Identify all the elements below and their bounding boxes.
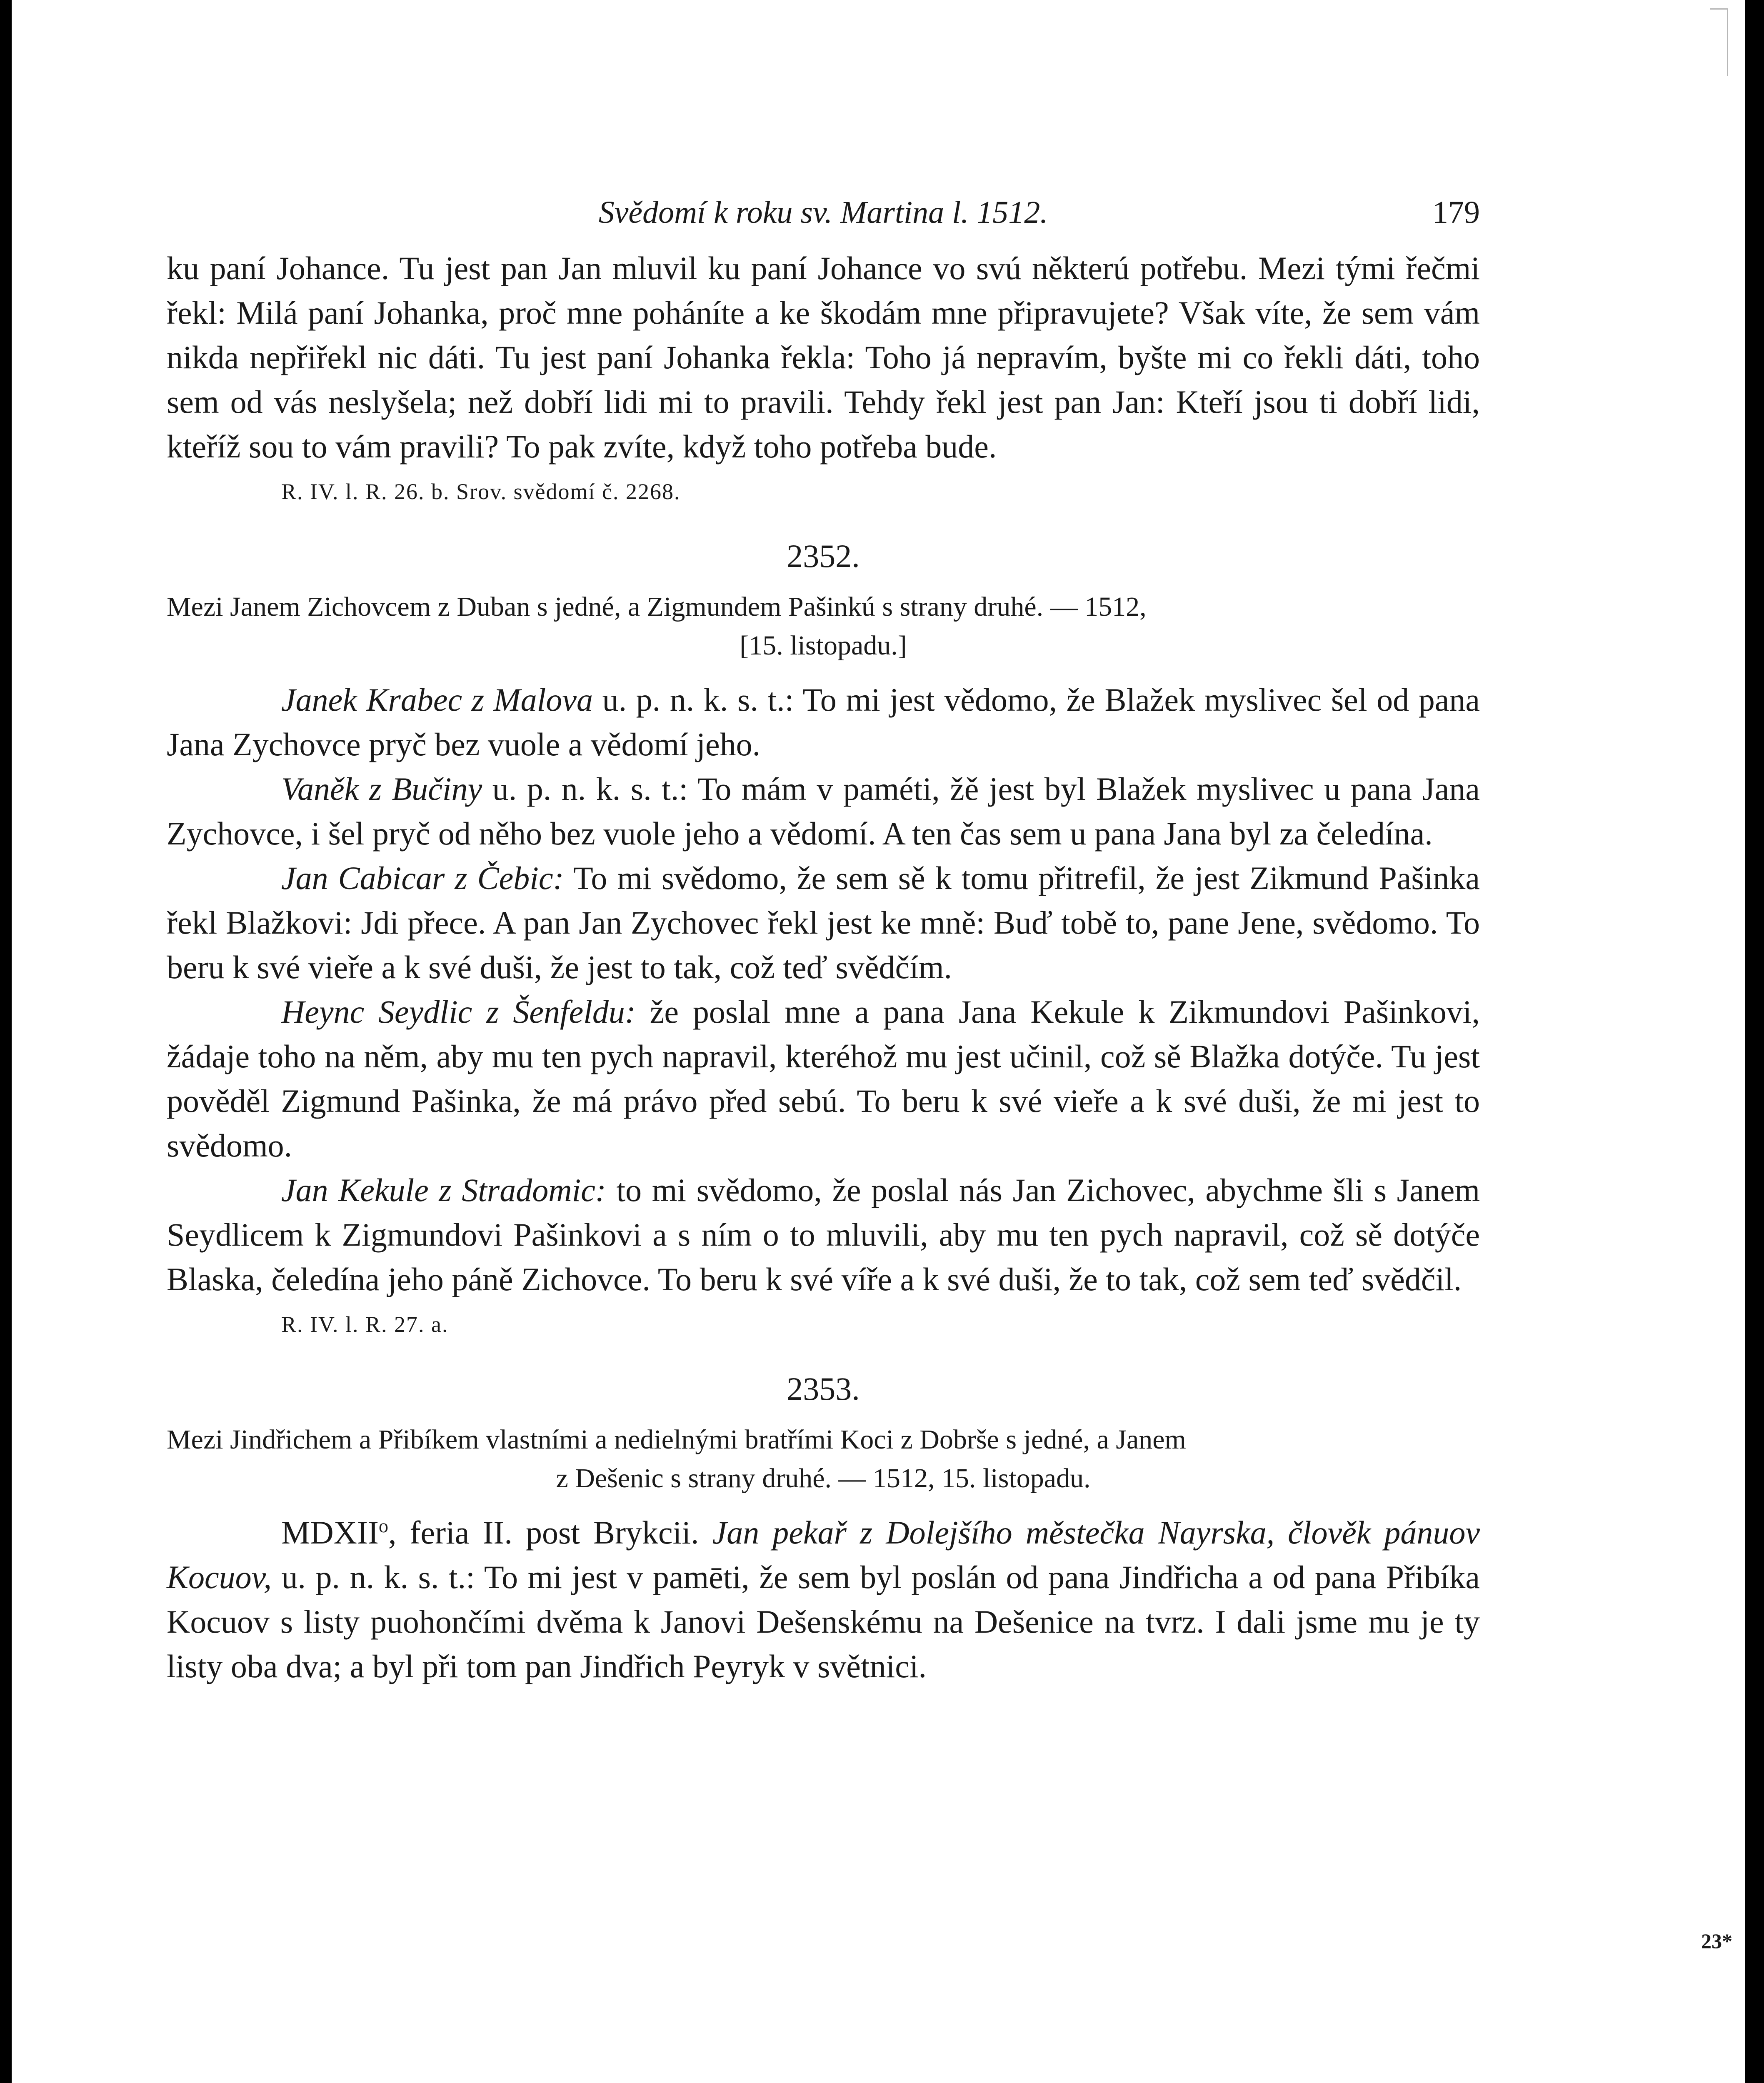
testimony-paragraph: [167, 1510, 1480, 1688]
witness-name: Vaněk z Bučiny: [281, 771, 482, 807]
date-text-rest: , feria II. post Brykcii.: [388, 1514, 712, 1551]
testimony-text: že poslal mne a pana Jana Kekule k Zikmundovi Pašinkovi, žádaje toho na něm, aby mu ten pych napravil, kteréhož mu jest učinil, což sě Blažka dotýče. Tu jest pověděl Zigmund Pašinka, že má právo před sebú. To beru k své vieře a k své duši, že mi jest to svědomo.: [167, 994, 1480, 1164]
entry-heading-2353-line2: z Dešenic s strany druhé. — 1512, 15. listopadu.: [556, 1463, 1091, 1494]
testimony-text: u. p. n. k. s. t.: To mi jest vědomo, že Blažek myslivec šel od pana Jana Zychovce pryč bez vuole a vědomí jeho.: [167, 682, 1480, 762]
testimony-text: u. p. n. k. s. t.: To mi jest v pamēti, že sem byl poslán od pana Jindřicha a od pana Přibíka Kocuov s listy puohončími dvěma k Janovi Dešenskému na Dešenice na tvrz. I dali jsme mu je ty listy oba dva; a byl při tom pan Jindřich Peyryk v světnici.: [167, 1559, 1480, 1684]
page-number: 179: [1432, 195, 1480, 230]
witness-name: Jan pekař z Dolejšího městečka Nayrska, člověk pánuov Kocuov,: [167, 1514, 1480, 1595]
entry-heading-2352-line2: [15. listopadu.]: [740, 630, 907, 661]
witness-name: Jan Cabicar z Čebic:: [281, 860, 564, 896]
testimony-paragraph: [167, 856, 1480, 989]
testimony-paragraph: [167, 989, 1480, 1168]
running-title: Svědomí k roku sv. Martina l. 1512.: [598, 195, 1048, 230]
page-edge-mark: [1710, 8, 1728, 76]
running-head: [167, 179, 1480, 246]
date-text: MDXII: [281, 1514, 379, 1551]
entry-number-2353: 2353.: [787, 1371, 860, 1407]
book-page: [12, 0, 1745, 2083]
entry-heading-2352: Mezi Janem Zichovcem z Duban s jedné, a Zigmundem Pašinkú s strany druhé. — 1512,: [167, 592, 1147, 622]
witness-name: Heync Seydlic z Šenfeldu:: [281, 994, 636, 1030]
entry-number-2352: 2352.: [787, 538, 860, 574]
witness-name: Janek Krabec z Malova: [281, 682, 593, 718]
intro-paragraph: ku paní Johance. Tu jest pan Jan mluvil ku paní Johance vo svú některú potřebu. Mezi tými řečmi řekl: Milá paní Johanka, proč mne poháníte a ke škodám mne připravujete? Však víte, že sem vám nikda nepřiřekl nic dáti. Tu jest paní Johanka řekla: Toho já nepravím, byšte mi co řekli dáti, toho sem od vás neslyšela; než dobří lidi mi to pravili. Tehdy řekl jest pan Jan: Kteří jsou ti dobří lidi, kteříž sou to vám pravili? To pak zvíte, když toho potřeba bude.: [167, 250, 1480, 465]
entry-source-reference-2352: R. IV. l. R. 27. a.: [281, 1312, 449, 1337]
intro-source-reference: R. IV. l. R. 26. b. Srov. svědomí č. 2268.: [281, 479, 681, 504]
testimony-text: To mi svědomo, že sem sě k tomu přitrefil, že jest Zikmund Pašinka řekl Blažkovi: Jdi přece. A pan Jan Zychovec řekl jest ke mně: Buď tobě to, pane Jene, svědomo. To beru k své vieře a k své duši, že jest to tak, což teď svědčím.: [167, 860, 1480, 985]
testimony-paragraph: [167, 677, 1480, 767]
testimony-text: u. p. n. k. s. t.: To mám v paméti, žě jest byl Blažek myslivec u pana Jana Zychovce, i šel pryč od něho bez vuole jeho a vědomí. A ten čas sem u pana Jana byl za čeledína.: [167, 771, 1480, 852]
testimony-paragraph: [167, 1168, 1480, 1301]
testimony-text: to mi svědomo, že poslal nás Jan Zichovec, abychme šli s Janem Seydlicem k Zigmundovi Pašinkovi a s ním o to mluvili, aby mu ten pych napravil, což sě dotýče Blaska, čeledína jeho páně Zichovce. To beru k své víře a k své duši, že to tak, což sem teď svědčil.: [167, 1172, 1480, 1297]
date-superscript: o: [378, 1515, 388, 1536]
page-content: [167, 179, 1480, 1688]
signature-mark: 23*: [1701, 1929, 1732, 1953]
witness-name: Jan Kekule z Stradomic:: [281, 1172, 606, 1208]
testimony-paragraph: [167, 767, 1480, 856]
entry-heading-2353: Mezi Jindřichem a Přibíkem vlastními a nedielnými bratřími Koci z Dobrše s jedné, a Janem: [167, 1424, 1186, 1455]
